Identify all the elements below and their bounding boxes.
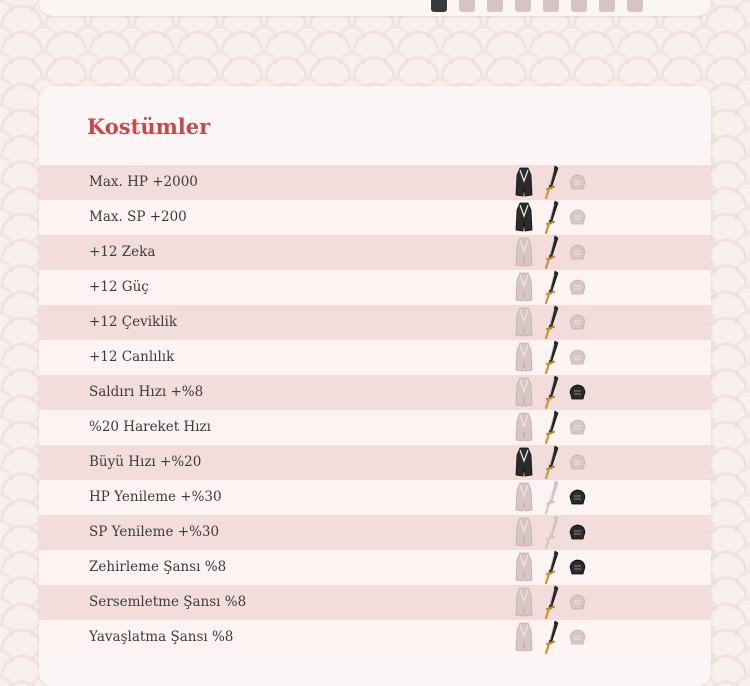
- weapon-icon: [543, 515, 561, 550]
- armor-icon: [515, 167, 533, 197]
- helmet-icon: [569, 524, 586, 541]
- weapon-icon: [543, 305, 561, 340]
- table-row: [39, 375, 711, 410]
- table-row: [39, 445, 711, 480]
- bonus-label: Yavaşlatma Şansı %8: [89, 629, 234, 645]
- bonus-label: Sersemletme Şansı %8: [89, 594, 247, 610]
- weapon-icon: [487, 0, 503, 12]
- table-row: [39, 235, 711, 270]
- table-row: [39, 480, 711, 515]
- helmet-icon: [569, 244, 586, 261]
- helmet-icon: [569, 174, 586, 191]
- weapon-icon: [543, 270, 561, 305]
- weapon-icon: [543, 340, 561, 375]
- table-row: [39, 200, 711, 235]
- ring-icon: [627, 0, 643, 12]
- bonus-label: Max. HP +2000: [89, 174, 198, 190]
- helmet-icon: [569, 489, 586, 506]
- weapon-icon: [543, 620, 561, 655]
- bonus-label: Zehirleme Şansı %8: [89, 559, 227, 575]
- armor-icon: [515, 447, 533, 477]
- armor-icon: [515, 552, 533, 582]
- helmet-icon: [569, 559, 586, 576]
- weapon-icon: [543, 445, 561, 480]
- helmet-icon: [569, 209, 586, 226]
- armor-icon: [515, 202, 533, 232]
- bonus-label: Saldırı Hızı +%8: [89, 384, 204, 400]
- armor-icon: [515, 272, 533, 302]
- weapon-icon: [459, 0, 475, 12]
- weapon-icon: [543, 550, 561, 585]
- bonus-table: [39, 165, 711, 655]
- helmet-icon: [569, 279, 586, 296]
- shield-icon: [599, 0, 615, 12]
- armor-icon: [515, 342, 533, 372]
- table-row: [39, 410, 711, 445]
- helmet-icon: [571, 0, 587, 12]
- bonus-label: %20 Hareket Hızı: [89, 419, 211, 435]
- weapon-icon: [543, 480, 561, 515]
- bonus-label: HP Yenileme +%30: [89, 489, 222, 505]
- shoe-icon: [543, 0, 559, 12]
- armor-icon: [515, 377, 533, 407]
- weapon-icon: [543, 200, 561, 235]
- bonus-label: +12 Güç: [89, 279, 149, 295]
- table-row: [39, 515, 711, 550]
- helmet-icon: [569, 314, 586, 331]
- bonus-label: Max. SP +200: [89, 209, 187, 225]
- helmet-icon: [569, 454, 586, 471]
- armor-icon: [515, 517, 533, 547]
- helmet-icon: [569, 629, 586, 646]
- weapon-icon: [543, 585, 561, 620]
- armor-icon: [431, 0, 447, 12]
- helmet-icon: [569, 419, 586, 436]
- table-row: [39, 620, 711, 655]
- helmet-icon: [569, 594, 586, 611]
- armor-icon: [515, 622, 533, 652]
- armor-icon: [515, 482, 533, 512]
- helmet-icon: [515, 0, 531, 12]
- weapon-icon: [543, 235, 561, 270]
- top-icon-strip: [431, 0, 643, 12]
- helmet-icon: [569, 349, 586, 366]
- armor-icon: [515, 307, 533, 337]
- table-row: [39, 270, 711, 305]
- section-title: Kostümler: [87, 114, 211, 139]
- armor-icon: [515, 587, 533, 617]
- bonus-label: +12 Çeviklik: [89, 314, 178, 330]
- weapon-icon: [543, 165, 561, 200]
- table-row: [39, 305, 711, 340]
- bonus-label: +12 Zeka: [89, 244, 156, 260]
- weapon-icon: [543, 410, 561, 445]
- table-row: [39, 550, 711, 585]
- previous-panel: [39, 0, 711, 16]
- bonus-label: SP Yenileme +%30: [89, 524, 220, 540]
- bonus-label: +12 Canlılık: [89, 349, 175, 365]
- helmet-icon: [569, 384, 586, 401]
- costumes-panel: [39, 86, 711, 686]
- table-row: [39, 585, 711, 620]
- table-row: [39, 165, 711, 200]
- weapon-icon: [543, 375, 561, 410]
- table-row: [39, 340, 711, 375]
- armor-icon: [515, 237, 533, 267]
- armor-icon: [515, 412, 533, 442]
- bonus-label: Büyü Hızı +%20: [89, 454, 202, 470]
